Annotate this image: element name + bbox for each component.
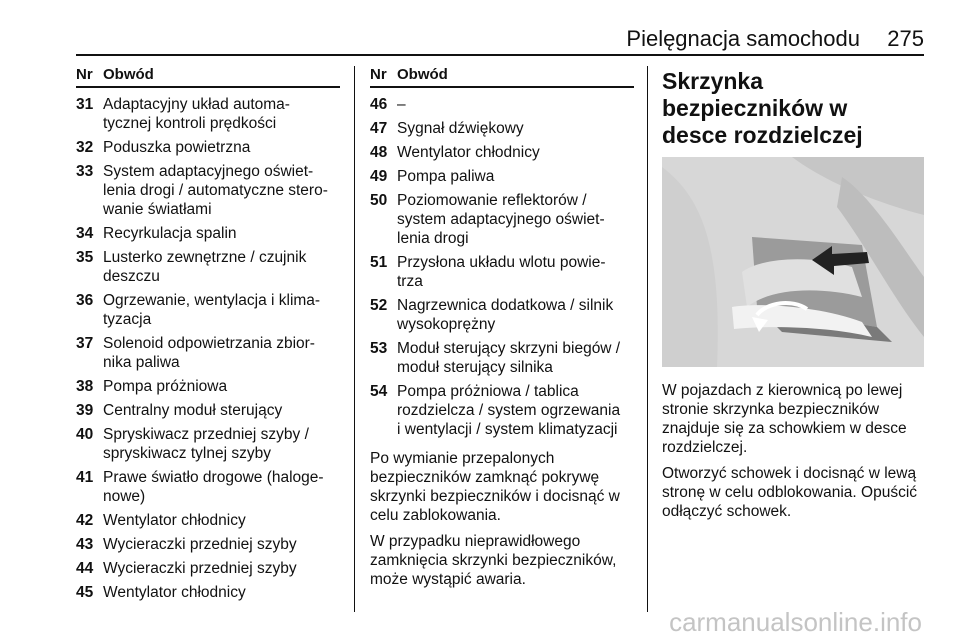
fuse-number: 40 (76, 426, 94, 443)
fuse-number: 36 (76, 292, 94, 309)
fuse-row (370, 296, 634, 334)
fuse-description: Adaptacyjny układ automa- tycznej kontroli prędkości (103, 96, 290, 132)
nr-header: Nr (370, 66, 387, 83)
table-header (76, 66, 340, 88)
fuse-box-illustration (662, 157, 924, 367)
fuse-row (76, 425, 340, 463)
fuse-description: Lusterko zewnętrzne / czujnik deszczu (103, 249, 307, 285)
fuse-row (76, 511, 340, 530)
header-rule (76, 54, 924, 56)
fuse-row (370, 253, 634, 291)
column-divider (647, 66, 648, 612)
fuse-row (370, 143, 634, 162)
fuse-number: 52 (370, 297, 388, 314)
fuse-number: 45 (76, 584, 94, 601)
fuse-row (370, 339, 634, 377)
watermark: carmanualsonline.info (669, 607, 922, 637)
fuse-row (370, 191, 634, 248)
fuse-description: Wentylator chłodnicy (397, 144, 540, 161)
fuse-row (370, 95, 634, 114)
fuse-row (76, 248, 340, 286)
fuse-description: Ogrzewanie, wentylacja i klima- tyzacja (103, 292, 321, 328)
fuse-description: Wentylator chłodnicy (103, 584, 246, 601)
fuse-row (370, 167, 634, 186)
fuse-row (76, 377, 340, 396)
fuse-number: 38 (76, 378, 94, 395)
fuse-number: 51 (370, 254, 388, 271)
page-number: 275 (887, 26, 924, 51)
fuse-description: Wycieraczki przedniej szyby (103, 560, 297, 577)
nr-header: Nr (76, 66, 93, 83)
fuse-number: 54 (370, 383, 388, 400)
location-paragraph: W pojazdach z kierownicą po lewej stronie skrzynka bezpieczników znajduje się za schowkiem w desce rozdzielczej. (662, 382, 907, 456)
fuse-row (76, 468, 340, 506)
fuse-number: 43 (76, 536, 94, 553)
fuse-number: 49 (370, 168, 388, 185)
fuse-description: Spryskiwacz przedniej szyby / spryskiwacz tylnej szyby (103, 426, 309, 462)
fuse-rows (370, 95, 634, 439)
page-header (0, 0, 960, 58)
fuse-number: 41 (76, 469, 94, 486)
fuse-number: 33 (76, 163, 94, 180)
fuse-number: 47 (370, 120, 388, 137)
fuse-number: 50 (370, 192, 388, 209)
glovebox-image (662, 157, 924, 367)
fuse-description: Moduł sterujący skrzyni biegów / moduł sterujący silnika (397, 340, 621, 376)
fuse-row (370, 382, 634, 439)
middle-column (370, 66, 634, 596)
fuse-row (76, 535, 340, 554)
fuse-description: Solenoid odpowietrzania zbior- nika paliwa (103, 335, 315, 371)
fuse-number: 37 (76, 335, 94, 352)
fuse-row (76, 559, 340, 578)
fuse-number: 44 (76, 560, 94, 577)
fuse-row (370, 119, 634, 138)
fuse-description: Wycieraczki przedniej szyby (103, 536, 297, 553)
fuse-description: Poduszka powietrzna (103, 139, 251, 156)
fuse-number: 32 (76, 139, 94, 156)
fuse-description: Wentylator chłodnicy (103, 512, 246, 529)
fuse-description: System adaptacyjnego oświet- lenia drogi / automatyczne stero- wanie światłami (103, 163, 328, 218)
fuse-row (76, 291, 340, 329)
fuse-table-left (76, 66, 340, 607)
fuse-number: 53 (370, 340, 388, 357)
fuse-description: Pompa paliwa (397, 168, 495, 185)
fuse-number: 31 (76, 96, 94, 113)
fuse-description: Nagrzewnica dodatkowa / silnik wysokoprężny (397, 297, 614, 333)
fuse-row (76, 334, 340, 372)
circuit-header: Obwód (397, 66, 448, 83)
fuse-description: Prawe światło drogowe (haloge- nowe) (103, 469, 324, 505)
fuse-number: 35 (76, 249, 94, 266)
fuse-description: – (397, 96, 406, 113)
fuse-row (76, 224, 340, 243)
column-divider (354, 66, 355, 612)
fuse-description: Pompa próżniowa (103, 378, 228, 395)
fuse-number: 48 (370, 144, 388, 161)
fuse-row (76, 138, 340, 157)
section-title: Skrzynka bezpieczników w desce rozdzielczej (662, 68, 863, 148)
fuse-row (76, 583, 340, 602)
fuse-description: Pompa próżniowa / tablica rozdzielcza / system ogrzewania i wentylacji / system klimatyzacji (397, 383, 621, 438)
right-column (662, 66, 924, 528)
header-title: Pielęgnacja samochodu (626, 26, 860, 51)
fuse-number: 42 (76, 512, 94, 529)
fuse-description: Sygnał dźwiękowy (397, 120, 524, 137)
fuse-row (76, 401, 340, 420)
circuit-header: Obwód (103, 66, 154, 83)
fuse-number: 39 (76, 402, 94, 419)
instruction-paragraph: Otworzyć schowek i docisnąć w lewą stronę w celu odblokowania. Opuścić odłączyć schowek. (662, 465, 918, 520)
fuse-row (76, 162, 340, 219)
table-header (370, 66, 634, 88)
fuse-number: 34 (76, 225, 94, 242)
fuse-row (76, 95, 340, 133)
fuse-description: Przysłona układu wlotu powie- trza (397, 254, 606, 290)
warning-paragraph: W przypadku nieprawidłowego zamknięcia skrzynki bezpieczników, może wystąpić awaria. (370, 533, 617, 588)
fuse-description: Poziomowanie reflektorów / system adaptacyjnego oświet- lenia drogi (397, 192, 605, 247)
fuse-description: Centralny moduł sterujący (103, 402, 283, 419)
note-paragraph: Po wymianie przepalonych bezpieczników zamknąć pokrywę skrzynki bezpieczników i docisnąć w celu zablokowania. (370, 450, 620, 524)
fuse-rows (76, 95, 340, 602)
fuse-number: 46 (370, 96, 388, 113)
fuse-description: Recyrkulacja spalin (103, 225, 237, 242)
